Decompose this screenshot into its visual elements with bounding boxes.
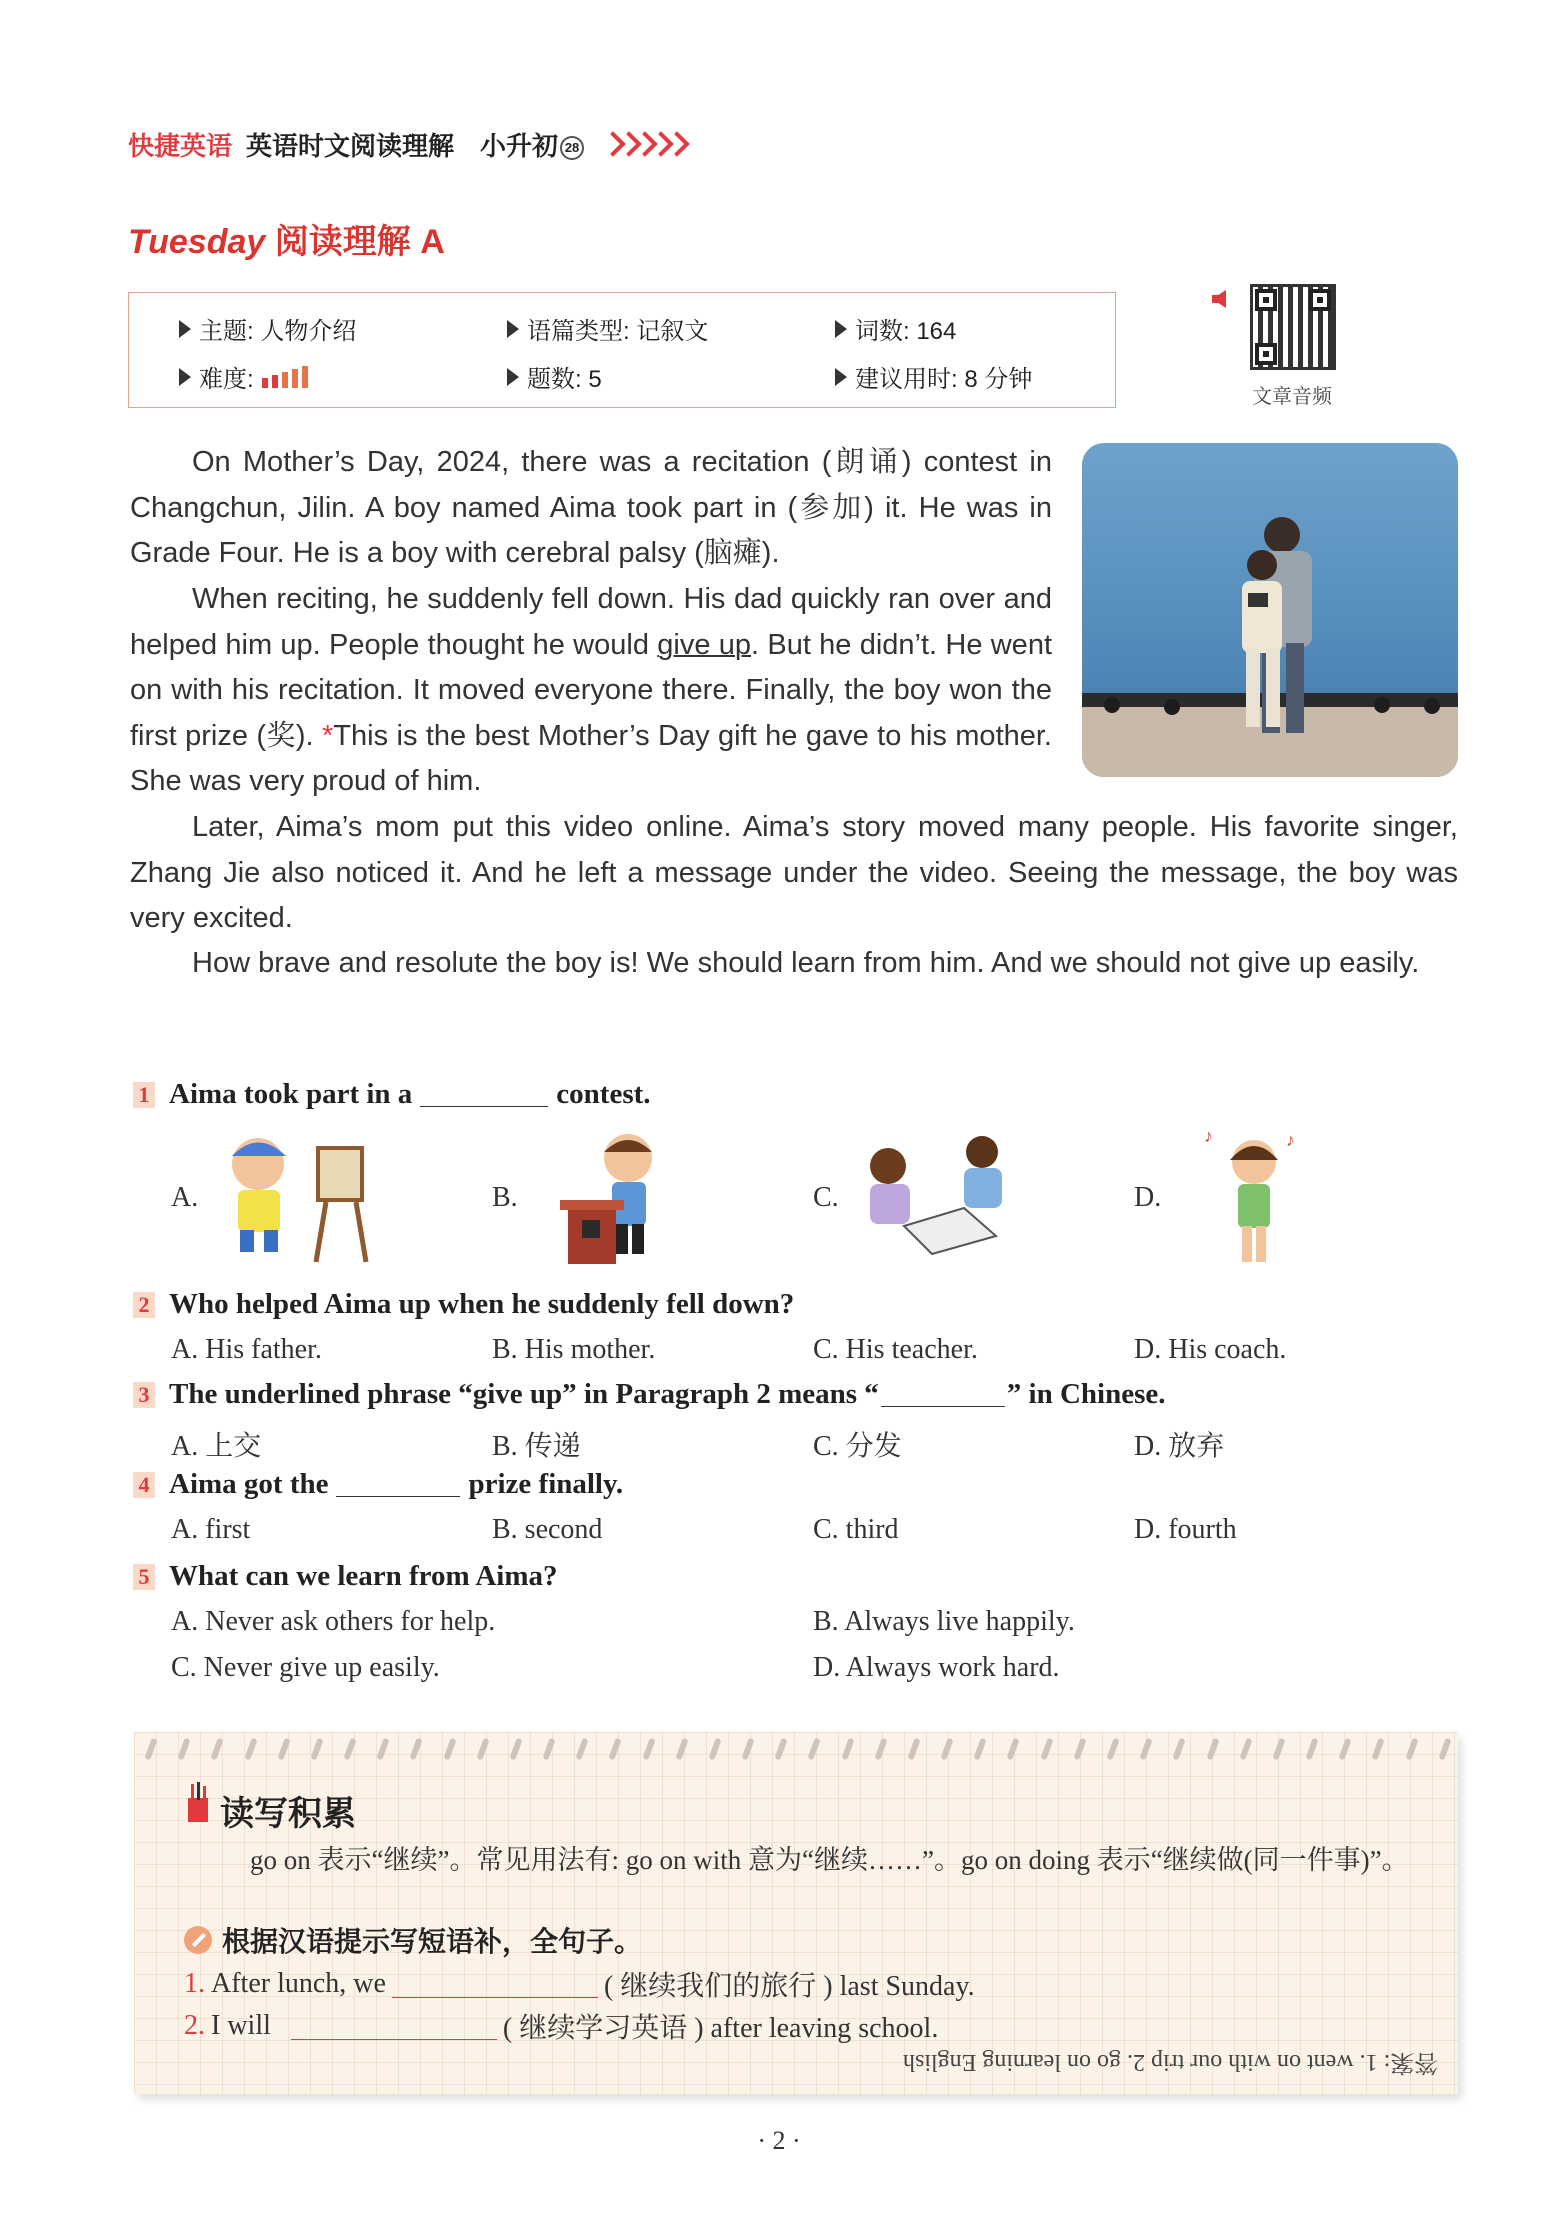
painting-boy-picture xyxy=(208,1124,378,1266)
paragraph-2: When reciting, he suddenly fell down. His dad quickly ran over and helped him up. People thought he would give up. But he didn’t. He went on with his recitation. It moved everyone there. Finally, the boy won the first prize (奖). *This is the best Mother’s Day gift he gave to his mother. She was very proud of him. xyxy=(130,583,1053,797)
underlined-phrase: give up xyxy=(657,628,751,661)
svg-text:♪: ♪ xyxy=(1204,1126,1213,1146)
ring xyxy=(1305,1738,1318,1761)
question-number: 3 xyxy=(133,1382,155,1408)
answer-blank[interactable] xyxy=(336,1472,460,1497)
chevrons-icon xyxy=(604,135,684,153)
ring xyxy=(310,1738,323,1761)
info-theme: 主题: 人物介绍 xyxy=(179,311,356,346)
ring xyxy=(1438,1738,1451,1761)
chess-boys-picture xyxy=(846,1130,1026,1256)
option-c[interactable]: C. xyxy=(813,1182,839,1213)
ring xyxy=(1272,1738,1285,1761)
ring xyxy=(1339,1738,1352,1761)
option-c[interactable]: C. 分发 xyxy=(813,1431,902,1462)
page-header xyxy=(128,124,684,164)
ring xyxy=(377,1738,390,1761)
speech-boy-picture xyxy=(560,1124,680,1274)
arrow-icon xyxy=(835,368,847,386)
arrow-icon xyxy=(835,320,847,338)
info-questions: 题数: 5 xyxy=(507,359,602,394)
arrow-icon xyxy=(507,368,519,386)
option-a[interactable]: A. 上交 xyxy=(171,1431,262,1462)
page-number: · 2 · xyxy=(757,2126,801,2155)
option-d[interactable]: D. xyxy=(1134,1182,1162,1213)
option-b[interactable]: B. xyxy=(492,1182,518,1213)
ring xyxy=(642,1738,655,1761)
option-d[interactable]: D. 放弃 xyxy=(1134,1431,1225,1462)
ring xyxy=(1073,1738,1086,1761)
option-d[interactable]: D. His coach. xyxy=(1134,1334,1287,1365)
ring xyxy=(675,1738,688,1761)
ring xyxy=(542,1738,555,1761)
ring xyxy=(775,1738,788,1761)
fill-item-1: 1. After lunch, we ( 继续我们的旅行 ) last Sunday. xyxy=(184,1968,975,2002)
question-number: 2 xyxy=(133,1292,155,1318)
ring xyxy=(1040,1738,1053,1761)
ring xyxy=(874,1738,887,1761)
question-4: 4 Aima got the prize finally. xyxy=(133,1468,623,1501)
ring xyxy=(443,1738,456,1761)
info-time: 建议用时: 8 分钟 xyxy=(835,359,1032,394)
ring xyxy=(907,1738,920,1761)
note-text: go on 表示“继续”。常见用法有: go on with 意为“继续……”。go on doing 表示“继续做(同一件事)”。 xyxy=(250,1845,1409,1875)
brand-name: 快捷英语 xyxy=(128,130,233,161)
ring xyxy=(742,1738,755,1761)
ring xyxy=(808,1738,821,1761)
upside-down-answer: 答案: 1. went on with our trip 2. go on learning English xyxy=(902,2049,1438,2075)
option-c[interactable]: C. His teacher. xyxy=(813,1334,978,1365)
ring xyxy=(1405,1738,1418,1761)
difficulty-bar xyxy=(282,372,288,388)
option-d[interactable]: D. fourth xyxy=(1134,1514,1237,1545)
info-genre: 语篇类型: 记叙文 xyxy=(507,311,708,346)
question-2: 2 Who helped Aima up when he suddenly fell down? xyxy=(133,1288,794,1321)
question-3: 3 The underlined phrase “give up” in Paragraph 2 means “ ” in Chinese. xyxy=(133,1378,1166,1411)
difficulty-bars xyxy=(262,366,312,388)
grade-label: 小升初 28 xyxy=(480,126,584,163)
svg-text:♪: ♪ xyxy=(1286,1130,1295,1150)
ring xyxy=(211,1738,224,1761)
series-name: 英语时文阅读理解 xyxy=(246,130,455,161)
singing-girl-picture xyxy=(1198,1124,1308,1270)
option-d[interactable]: D. Always work hard. xyxy=(813,1652,1060,1683)
answer-blank[interactable] xyxy=(881,1382,1005,1407)
option-c[interactable]: C. Never give up easily. xyxy=(171,1652,440,1683)
note-title: 读写积累 xyxy=(220,1795,356,1833)
fill-item-2: 2. I will ( 继续学习英语 ) after leaving school. xyxy=(184,2010,939,2044)
ring xyxy=(609,1738,622,1761)
paragraph-4: How brave and resolute the boy is! We should learn from him. And we should not give up easily. xyxy=(192,947,1420,979)
ring xyxy=(1206,1738,1219,1761)
ring xyxy=(1173,1738,1186,1761)
ring xyxy=(144,1738,157,1761)
ring xyxy=(708,1738,721,1761)
task-instruction: 根据汉语提示写短语补，全句子。 xyxy=(184,1920,642,1960)
ring xyxy=(974,1738,987,1761)
ring xyxy=(410,1738,423,1761)
ring xyxy=(1372,1738,1385,1761)
question-number: 5 xyxy=(133,1564,155,1590)
audio-label: 文章音频 xyxy=(1252,386,1332,408)
volume-badge: 28 xyxy=(560,136,584,160)
difficulty-bar xyxy=(302,366,308,388)
option-b[interactable]: B. Always live happily. xyxy=(813,1606,1075,1637)
notebook-rings xyxy=(148,1738,1448,1760)
qr-code-icon[interactable] xyxy=(1250,284,1336,370)
info-difficulty: 难度: xyxy=(179,359,312,394)
reading-writing-notebook xyxy=(134,1732,1458,2094)
speaker-icon xyxy=(1212,290,1226,308)
ring xyxy=(277,1738,290,1761)
question-5: 5 What can we learn from Aima? xyxy=(133,1560,558,1593)
question-number: 1 xyxy=(133,1082,155,1108)
ring xyxy=(1106,1738,1119,1761)
option-a[interactable]: A. first xyxy=(171,1514,251,1545)
answer-blank[interactable] xyxy=(420,1082,548,1107)
ring xyxy=(476,1738,489,1761)
option-c[interactable]: C. third xyxy=(813,1514,899,1545)
option-a[interactable]: A. Never ask others for help. xyxy=(171,1606,496,1637)
ring xyxy=(244,1738,257,1761)
option-b[interactable]: B. 传递 xyxy=(492,1431,581,1462)
question-1: 1 Aima took part in a contest. xyxy=(133,1078,651,1111)
option-b[interactable]: B. His mother. xyxy=(492,1334,656,1365)
info-words: 词数: 164 xyxy=(835,311,956,346)
option-a[interactable]: A. His father. xyxy=(171,1334,322,1365)
difficulty-bar xyxy=(272,375,278,388)
answer-blank[interactable] xyxy=(291,2013,497,2040)
arrow-icon xyxy=(179,320,191,338)
ring xyxy=(1239,1738,1252,1761)
ring xyxy=(841,1738,854,1761)
pencil-cup-icon xyxy=(186,1782,210,1822)
difficulty-bar xyxy=(292,369,298,388)
story-photo xyxy=(1082,443,1458,777)
ring xyxy=(576,1738,589,1761)
option-a[interactable]: A. xyxy=(171,1182,199,1213)
ring xyxy=(343,1738,356,1761)
pencil-icon xyxy=(184,1926,212,1954)
info-box xyxy=(128,292,1116,408)
option-b[interactable]: B. second xyxy=(492,1514,603,1545)
question-number: 4 xyxy=(133,1472,155,1498)
arrow-icon xyxy=(507,320,519,338)
paragraph-3: Later, Aima’s mom put this video online. Aima’s story moved many people. His favorite singer, Zhang Jie also noticed it. And he left a message under the video. Seeing the message, the boy was very excited. xyxy=(130,811,1458,934)
ring xyxy=(941,1738,954,1761)
star-mark: * xyxy=(321,719,334,752)
difficulty-bar xyxy=(262,378,268,388)
ring xyxy=(1007,1738,1020,1761)
ring xyxy=(1140,1738,1153,1761)
ring xyxy=(509,1738,522,1761)
section-title: Tuesday 阅读理解 A xyxy=(128,223,445,261)
ring xyxy=(178,1738,191,1761)
arrow-icon xyxy=(179,368,191,386)
answer-blank[interactable] xyxy=(392,1971,598,1998)
paragraph-1: On Mother’s Day, 2024, there was a recitation (朗诵) contest in Changchun, Jilin. A boy named Aima took part in (参加) it. He was in Grade Four. He is a boy with cerebral palsy (脑瘫). xyxy=(130,446,1052,569)
